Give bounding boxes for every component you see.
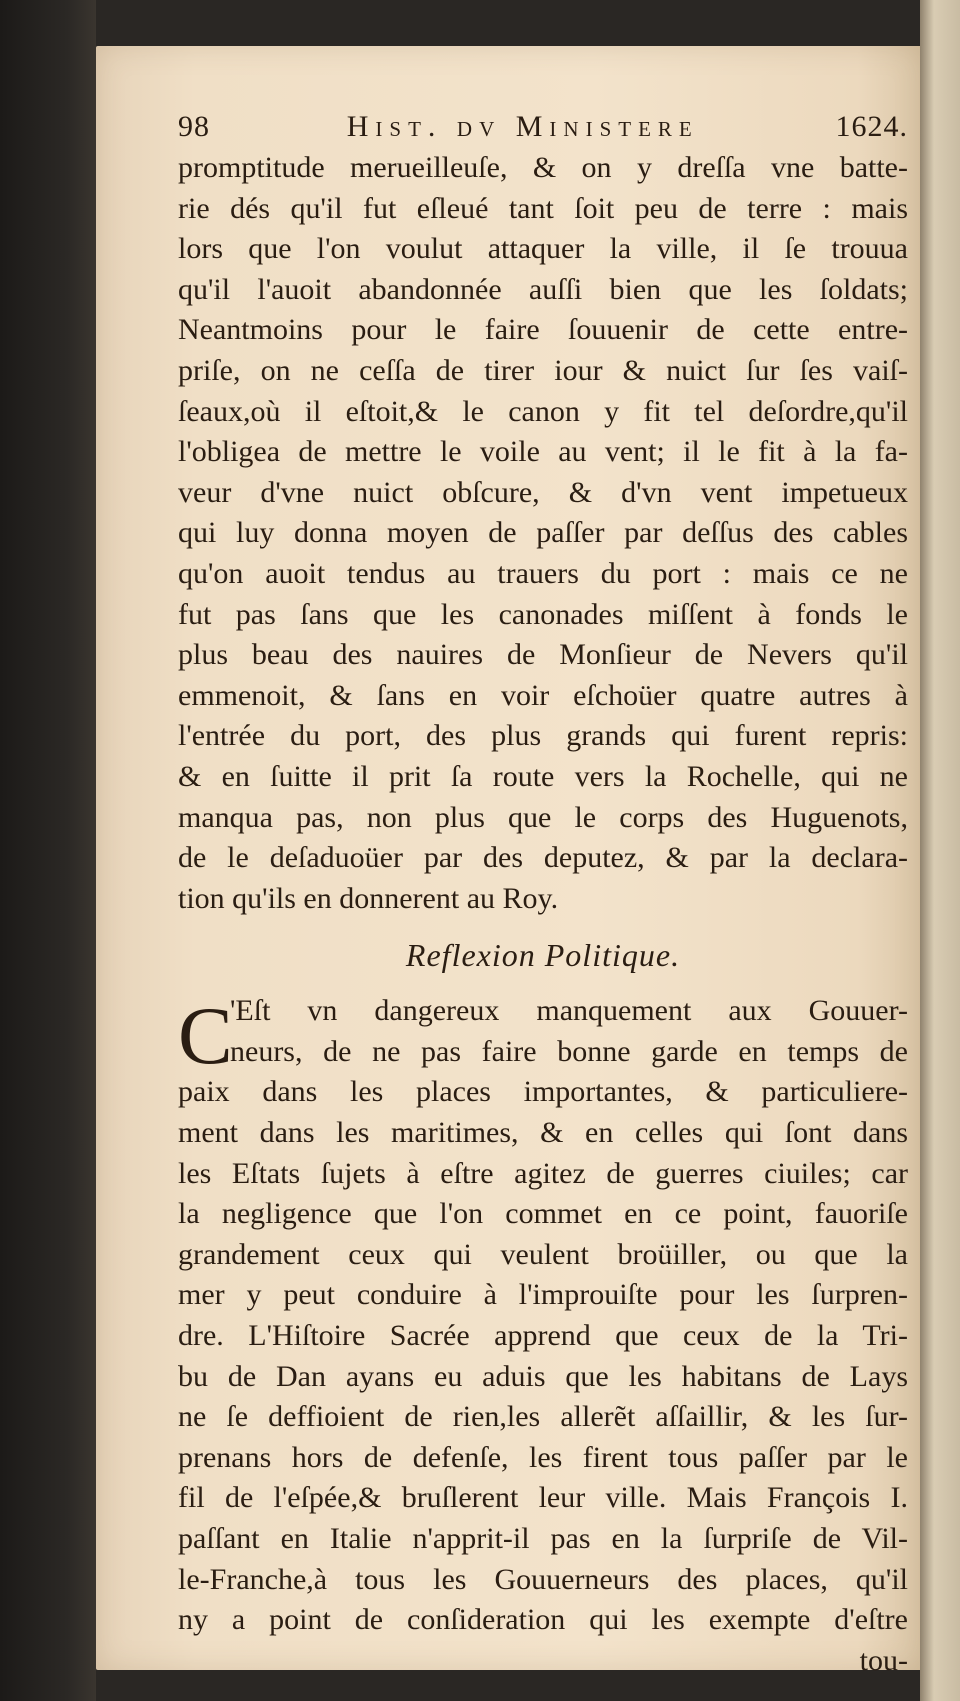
book-binding-right: [920, 0, 960, 1701]
text-line: bu de Dan ayans eu aduis que les habitans de Lays: [178, 1359, 908, 1393]
text-line: neurs, de ne pas faire bonne garde en temps de: [230, 1034, 908, 1068]
text-line: les Eſtats ſujets à eſtre agitez de guerres ciuiles; car: [178, 1156, 908, 1190]
text-line: dre. L'Hiſtoire Sacrée apprend que ceux de la Tri-: [178, 1319, 908, 1353]
drop-capital: C: [178, 990, 233, 1082]
text-line: lors que l'on voulut attaquer la ville, il ſe trouua: [178, 232, 908, 266]
paragraph-narrative: [178, 148, 908, 919]
book-binding-left: [0, 0, 96, 1701]
text-line: & en ſuitte il prit ſa route vers la Rochelle, qui ne: [178, 759, 908, 793]
text-line: paix dans les places importantes, & particuliere-: [178, 1075, 908, 1109]
page-content: [178, 110, 908, 1681]
text-line: ne ſe deffioient de rien,les allerẽt aſſaillir, & les ſur-: [178, 1400, 908, 1434]
text-line: fil de l'eſpée,& bruſlerent leur ville. Mais François I.: [178, 1481, 908, 1515]
text-line: promptitude merueilleuſe, & on y dreſſa vne batte-: [178, 151, 908, 184]
text-line: l'obligea de mettre le voile au vent; il le fit à la fa-: [178, 435, 908, 469]
running-title: Hist. dv Ministere: [346, 110, 699, 143]
text-line: plus beau des nauires de Monſieur de Nevers qu'il: [178, 638, 908, 672]
text-line: paſſant en Italie n'apprit-il pas en la ſurpriſe de Vil-: [178, 1522, 908, 1555]
text-line: 'Eſt vn dangereux manquement aux Gouuer-: [230, 994, 908, 1028]
running-year: 1624.: [835, 110, 908, 143]
dropcap-block: [178, 990, 908, 1082]
text-line: emmenoit, & ſans en voir eſchoüer quatre autres à: [178, 678, 908, 712]
text-line: qui luy donna moyen de paſſer par deſſus des cables: [178, 516, 908, 550]
text-line: de le deſaduoüer par des deputez, & par la declara-: [178, 841, 908, 875]
section-heading: Reflexion Politique.: [405, 937, 681, 974]
running-head: [178, 110, 908, 148]
text-line: qu'on auoit tendus au trauers du port : mais ce ne: [178, 556, 908, 590]
text-line: qu'il l'auoit abandonnée auſſi bien que les ſoldats;: [178, 272, 908, 306]
catchword: tou-: [859, 1643, 908, 1677]
text-line: fut pas ſans que les canonades miſſent à fonds le: [178, 597, 908, 631]
text-line: veur d'vne nuict obſcure, & d'vn vent impetueux: [178, 475, 908, 509]
text-line: ny a point de conſideration qui les exempte d'eſtre: [178, 1603, 908, 1637]
text-line: grandement ceux qui veulent broüiller, ou que la: [178, 1237, 908, 1271]
text-line: ſeaux,où il eſtoit,& le canon y fit tel deſordre,qu'il: [178, 394, 908, 428]
text-line: l'entrée du port, des plus grands qui furent repris:: [178, 719, 908, 753]
text-line: mer y peut conduire à l'improuiſte pour les ſurpren-: [178, 1278, 908, 1312]
text-line: prenans hors de defenſe, les firent tous paſſer par le: [178, 1440, 908, 1474]
text-line: rie dés qu'il fut eſleué tant ſoit peu de terre : mais: [178, 191, 908, 225]
text-line: manqua pas, non plus que le corps des Huguenots,: [178, 800, 908, 834]
text-line: tion qu'ils en donnerent au Roy.: [178, 881, 559, 915]
text-line: le-Franche,à tous les Gouuerneurs des places, qu'il: [178, 1562, 908, 1596]
text-line: priſe, on ne ceſſa de tirer iour & nuict ſur ſes vaiſ-: [178, 353, 908, 387]
text-line: Neantmoins pour le faire ſouuenir de cette entre-: [178, 313, 908, 347]
paragraph-reflexion: [178, 991, 908, 1641]
text-line: ment dans les maritimes, & en celles qui ſont dans: [178, 1116, 908, 1150]
page-number: 98: [178, 110, 210, 143]
text-line: la negligence que l'on commet en ce point, fauoriſe: [178, 1197, 908, 1231]
